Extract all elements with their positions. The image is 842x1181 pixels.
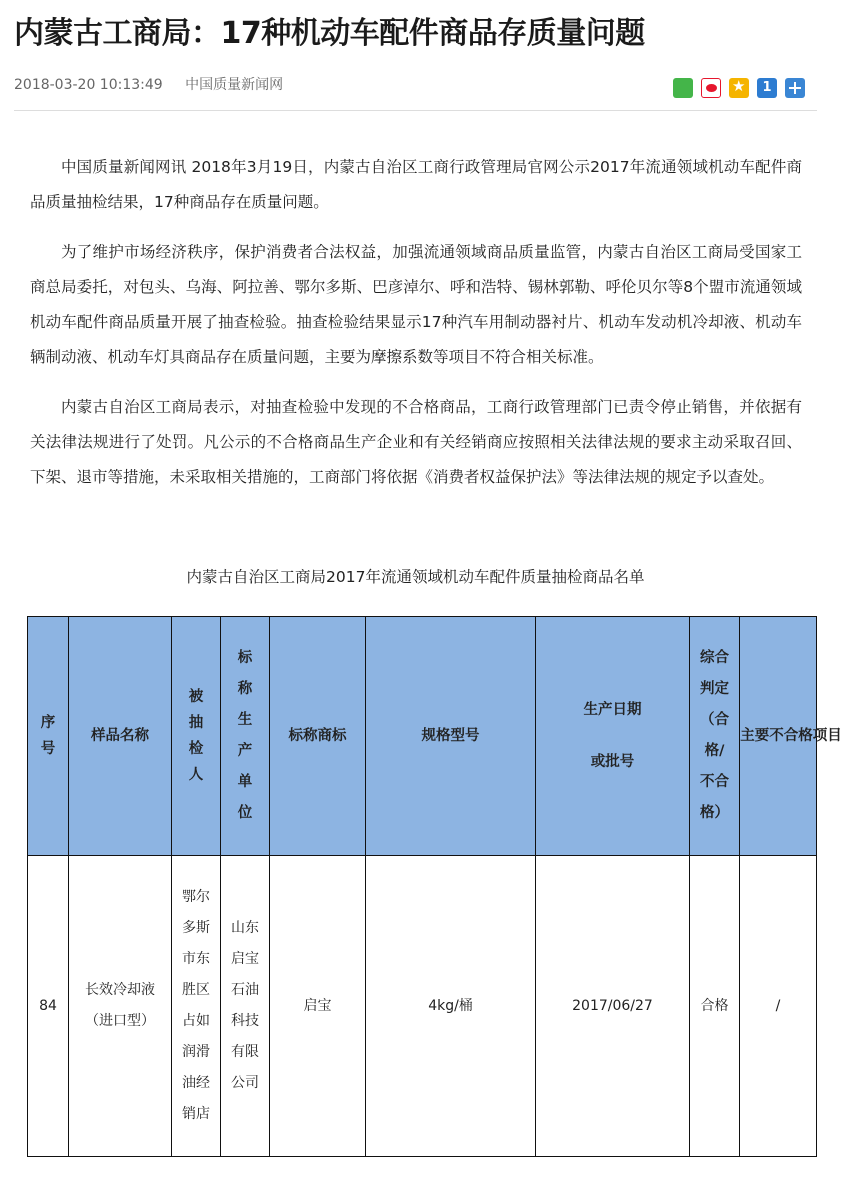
header-verdict: 综合 判定 （合格/不合格） <box>690 617 740 856</box>
more-share-icon[interactable] <box>785 78 805 98</box>
article-body <box>30 150 802 510</box>
header-issues: 主要不合格项目 <box>740 617 817 856</box>
table-caption: 内蒙古自治区工商局2017年流通领域机动车配件质量抽检商品名单 <box>186 568 645 586</box>
paragraph: 中国质量新闻网讯 2018年3月19日，内蒙古自治区工商行政管理局官网公示2017年流通领域机动车配件商品质量抽检结果，17种商品存在质量问题。 <box>30 158 802 211</box>
header-manufacturer: 标称生产单位 <box>221 617 270 856</box>
cell-manufacturer: 山东启宝石油科技有限公司 <box>221 856 270 1157</box>
header-seq: 序号 <box>28 617 69 856</box>
header-name: 样品名称 <box>69 617 172 856</box>
paragraph: 内蒙古自治区工商局表示，对抽查检验中发现的不合格商品，工商行政管理部门已责令停止销售，并依据有关法律法规进行了处罚。凡公示的不合格商品生产企业和有关经销商应按照相关法律法规的要求主动采取召回、下架、退市等措施，未采取相关措施的，工商部门将依据《消费者权益保护法》等法律法规的规定予以查处。 <box>30 398 802 486</box>
cell-brand: 启宝 <box>270 856 366 1157</box>
paragraph: 为了维护市场经济秩序，保护消费者合法权益，加强流通领域商品质量监管，内蒙古自治区工商局受国家工商总局委托，对包头、乌海、阿拉善、鄂尔多斯、巴彦淖尔、呼和浩特、锡林郭勒、呼伦贝尔等8个盟市流通领域机动车配件商品质量开展了抽查检验。抽查检验结果显示17种汽车用制动器衬片、机动车发动机冷却液、机动车辆制动液、机动车灯具商品存在质量问题，主要为摩擦系数等项目不符合相关标准。 <box>30 243 802 366</box>
header-inspected: 被抽检人 <box>172 617 221 856</box>
header-divider <box>14 110 817 111</box>
article-title: 内蒙古工商局：17种机动车配件商品存质量问题 <box>14 16 645 51</box>
publish-datetime: 2018-03-20 10:13:49 <box>14 77 163 93</box>
cell-verdict: 合格 <box>690 856 740 1157</box>
header-spec: 规格型号 <box>366 617 536 856</box>
article-meta <box>14 74 283 94</box>
weibo-icon[interactable] <box>701 78 721 98</box>
renren-icon[interactable]: 1 <box>757 78 777 98</box>
cell-spec: 4kg/桶 <box>366 856 536 1157</box>
header-date: 生产日期 或批号 <box>536 617 690 856</box>
article-source[interactable]: 中国质量新闻网 <box>185 77 284 93</box>
cell-name: 长效冷却液（进口型） <box>69 856 172 1157</box>
inspection-table <box>27 616 842 1157</box>
wechat-icon[interactable] <box>673 78 693 98</box>
table-header-row <box>28 617 817 856</box>
cell-inspected: 鄂尔多斯市东胜区占如润滑油经销店 <box>172 856 221 1157</box>
cell-issues: / <box>740 856 817 1157</box>
header-brand: 标称商标 <box>270 617 366 856</box>
table-row <box>28 856 817 1157</box>
cell-seq: 84 <box>28 856 69 1157</box>
share-bar <box>673 78 805 98</box>
cell-date: 2017/06/27 <box>536 856 690 1157</box>
qzone-icon[interactable] <box>729 78 749 98</box>
